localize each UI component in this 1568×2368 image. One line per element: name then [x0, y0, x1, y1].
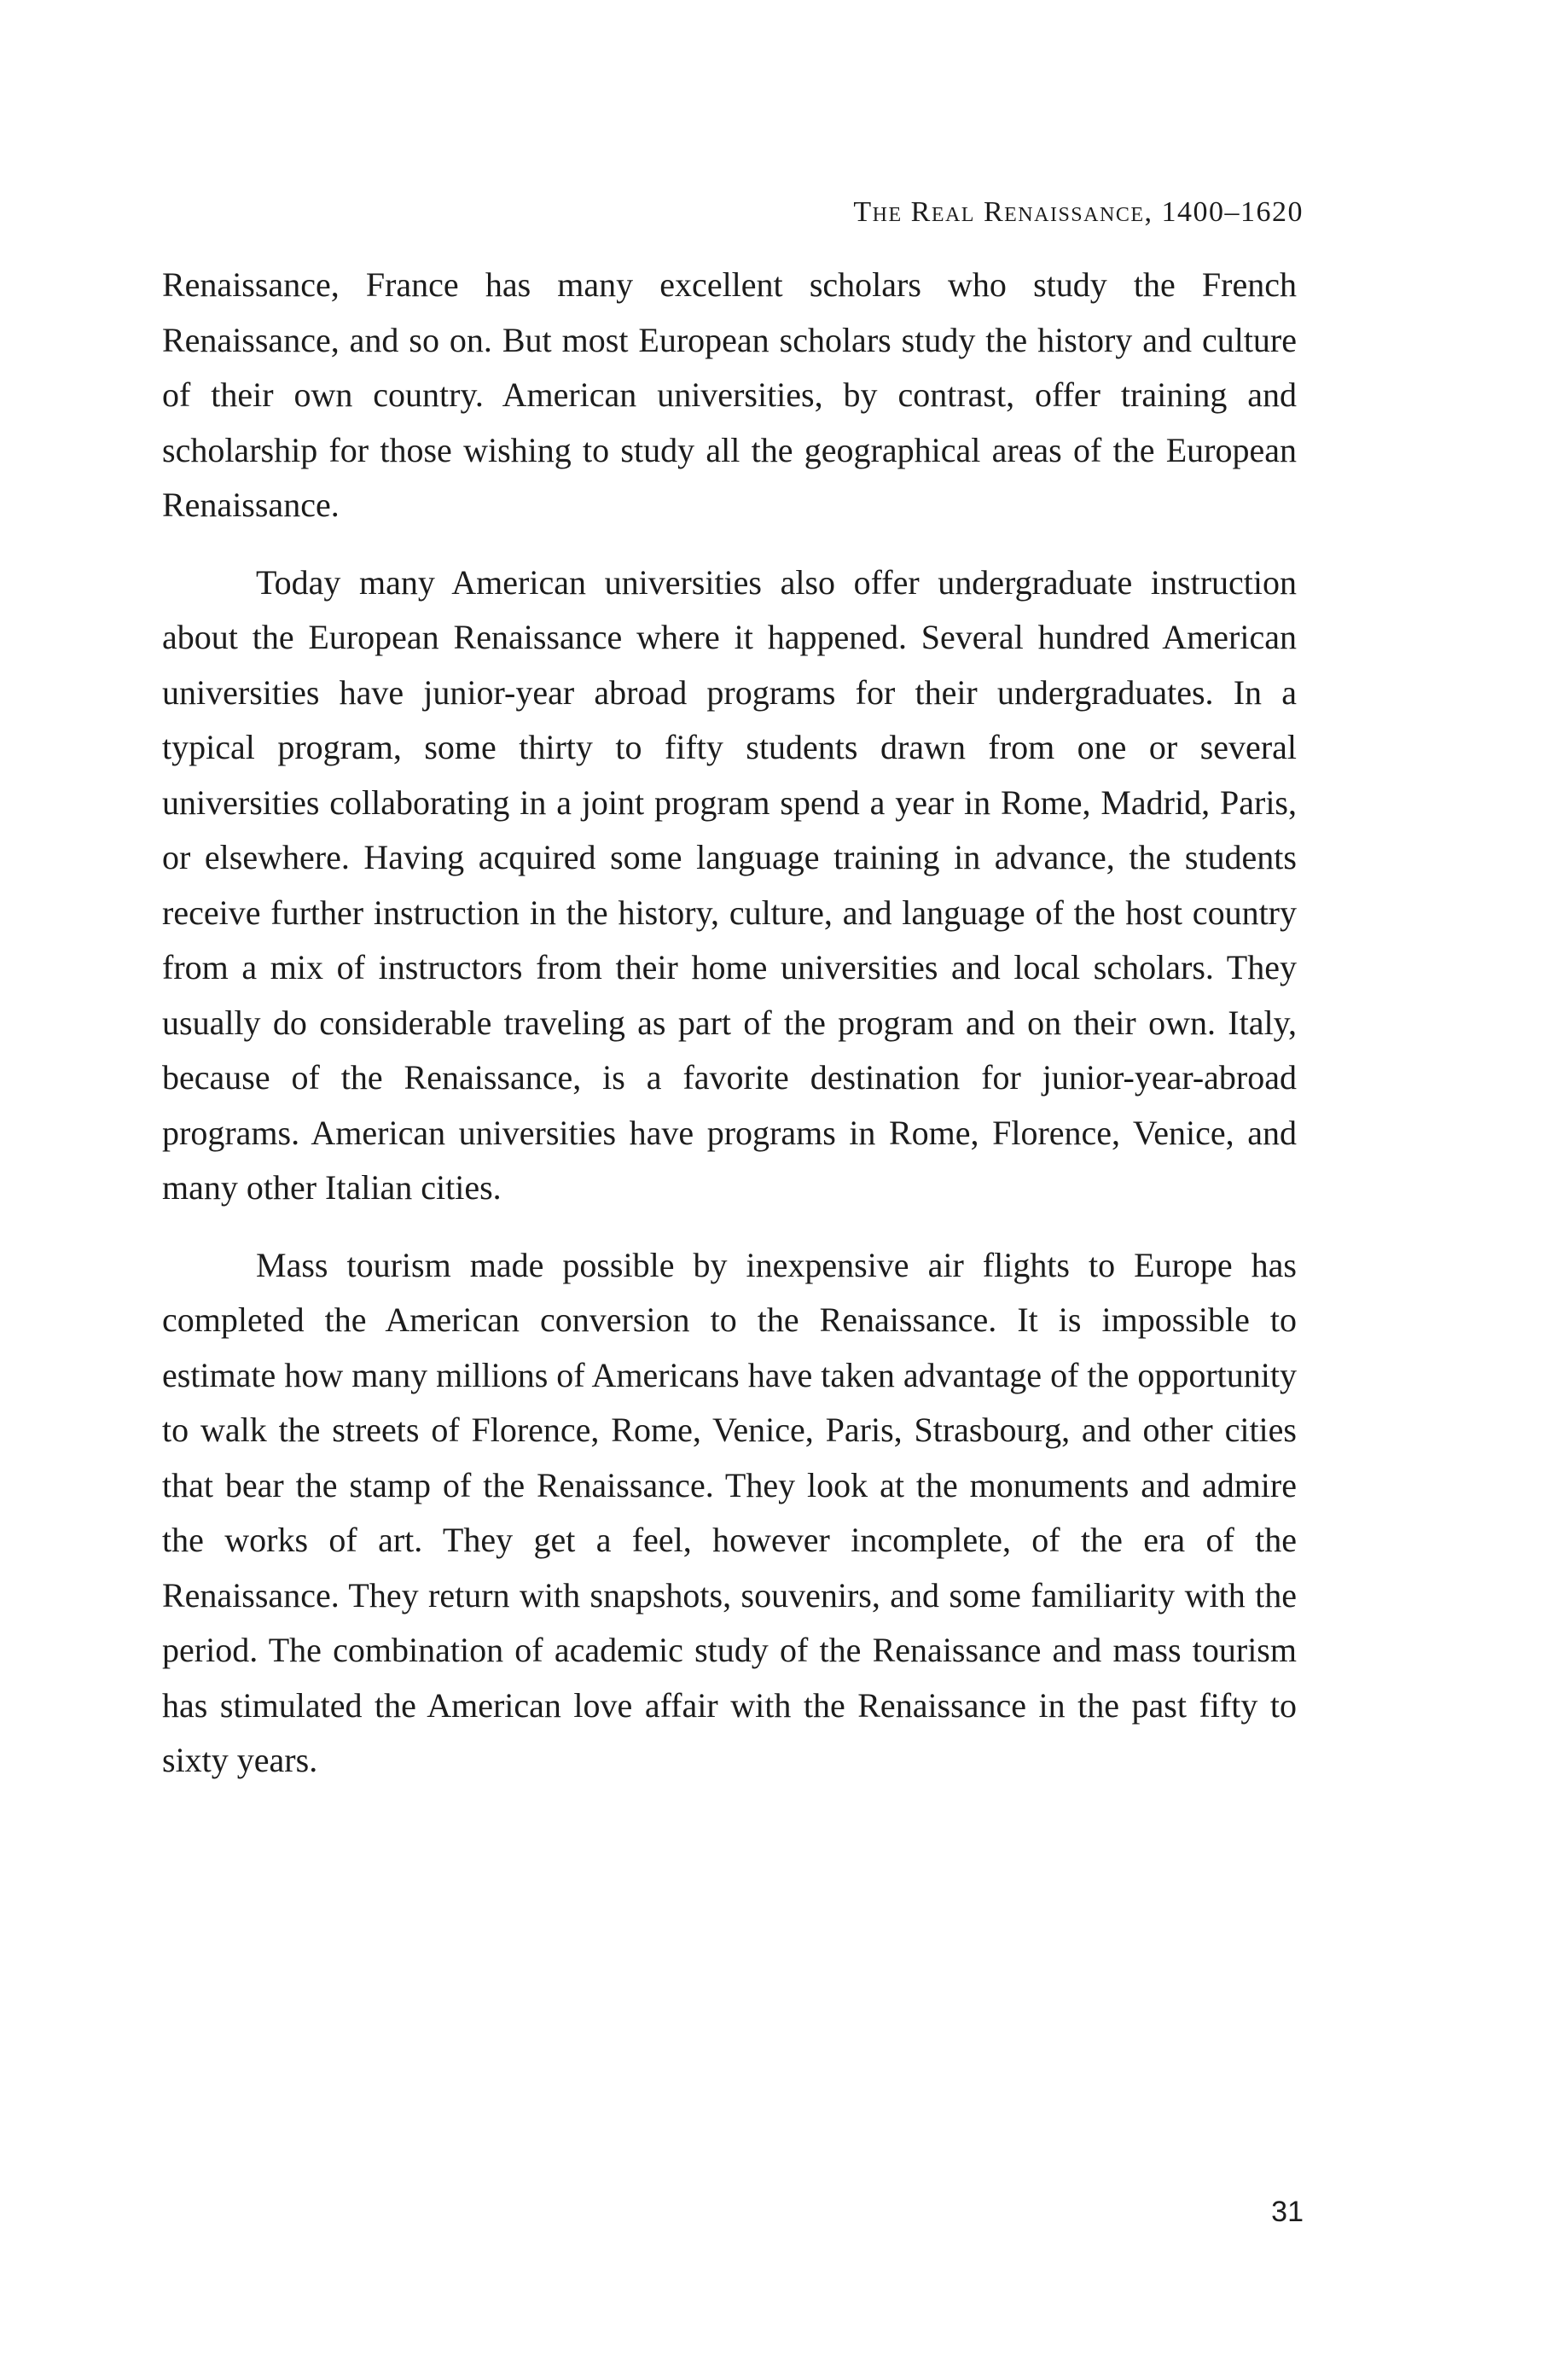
page-number: 31: [1271, 2196, 1304, 2228]
paragraph-continued: Renaissance, France has many excellent scholars who study the French Renaissance, and so on. But most European scholars study the history and culture of their own country. American universities, by contrast, offer training and scholarship for those wishing to study all the geographical areas of the European Renaissance.: [162, 265, 1297, 524]
paragraph-study-abroad: Today many American universities also offer undergraduate instruction about the European Renaissance where it happened. Several hundred American universities have junior-year abroad programs for their undergraduates. In a typical program, some thirty to fifty students drawn from one or several universities collaborating in a joint program spend a year in Rome, Madrid, Paris, or elsewhere. Having acquired some language training in advance, the students receive further instruction in the history, culture, and language of the host country from a mix of instructors from their home universities and local scholars. They usually do considerable traveling as part of the program and on their own. Italy, because of the Renaissance, is a favorite destination for junior-year-abroad programs. American universities have programs in Rome, Florence, Venice, and many other Italian cities.: [162, 562, 1297, 1207]
paragraph-mass-tourism: Mass tourism made possible by inexpensive air flights to Europe has completed the American conversion to the Renaissance. It is impossible to estimate how many millions of Americans have taken advantage of the opportunity to walk the streets of Florence, Rome, Venice, Paris, Strasbourg, and other cities that bear the stamp of the Renaissance. They look at the monuments and admire the works of art. They get a feel, however incomplete, of the era of the Renaissance. They return with snapshots, souvenirs, and some familiarity with the period. The combination of academic study of the Renaissance and mass tourism has stimulated the American love affair with the Renaissance in the past fifty to sixty years.: [162, 1245, 1297, 1779]
running-head: The Real Renaissance, 1400–1620: [853, 196, 1304, 228]
body-text: [162, 258, 1297, 1811]
